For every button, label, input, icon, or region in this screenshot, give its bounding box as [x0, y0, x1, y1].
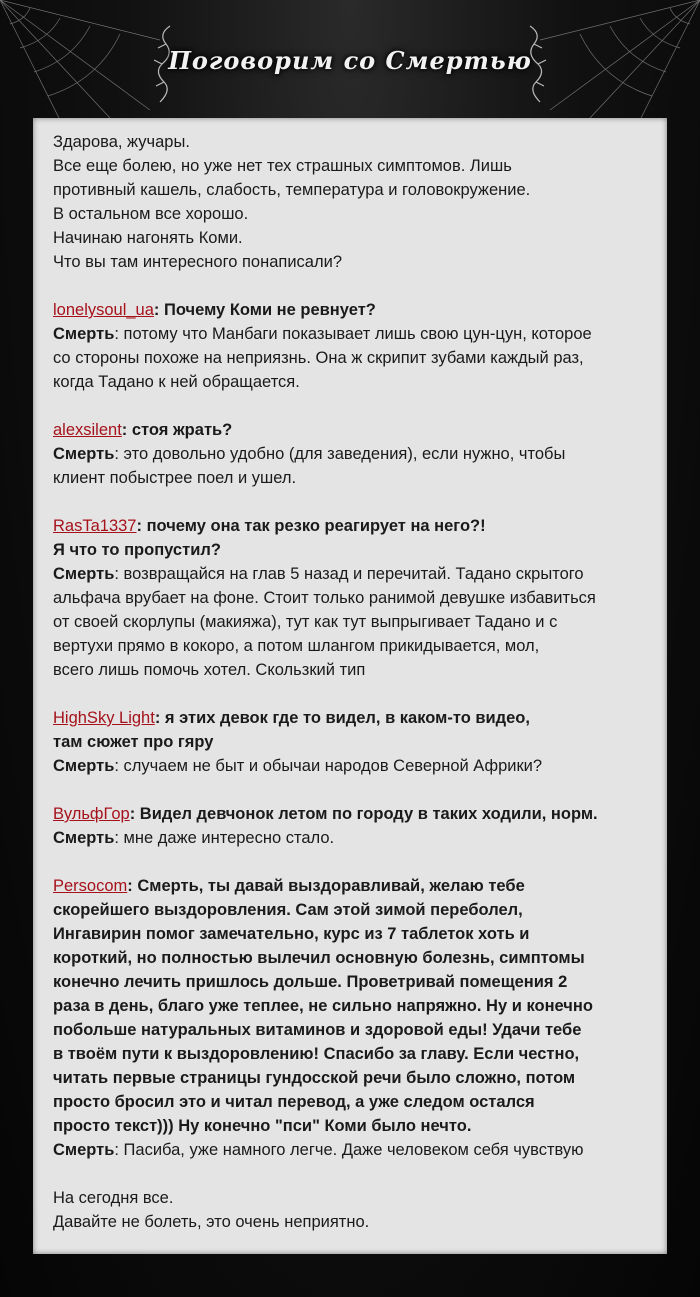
answer-text: альфача врубает на фоне. Стоит только ранимой девушке избавиться	[53, 589, 596, 607]
death-label: Смерть	[53, 757, 115, 775]
intro-line: противный кашель, слабость, температура и головокружение.	[53, 181, 531, 199]
death-label: Смерть	[53, 445, 115, 463]
death-label: Смерть	[53, 565, 115, 583]
user-nick-link[interactable]: HighSky Light	[53, 709, 155, 727]
answer-text: со стороны похоже на неприязнь. Она ж скрипит зубами каждый раз,	[53, 349, 584, 367]
answer-text: вертухи прямо в кокоро, а потом шлангом прикидывается, мол,	[53, 637, 540, 655]
question-text: : Смерть, ты давай выздоравливай, желаю тебе	[127, 877, 525, 895]
qa-block	[53, 874, 653, 1162]
cobweb-decoration	[540, 0, 700, 120]
intro-line: В остальном все хорошо.	[53, 205, 249, 223]
answer-text: всего лишь помочь хотел. Скользкий тип	[53, 661, 366, 679]
outro-line: На сегодня все.	[53, 1189, 174, 1207]
question-text: побольше натуральных витаминов и здоровой еды! Удачи тебе	[53, 1021, 582, 1039]
title-banner	[150, 24, 550, 104]
intro-line: Что вы там интересного понаписали?	[53, 253, 342, 271]
death-label: Смерть	[53, 1141, 115, 1159]
answer-text: клиент побыстрее поел и ушел.	[53, 469, 297, 487]
question-text: в твоём пути к выздоровлению! Спасибо за главу. Если честно,	[53, 1045, 580, 1063]
qa-block	[53, 706, 653, 778]
question-text: просто бросил это и читал перевод, а уже следом остался	[53, 1093, 535, 1111]
question-text: раза в день, благо уже теплее, не сильно напряжно. Ну и конечно	[53, 997, 593, 1015]
death-label: Смерть	[53, 325, 115, 343]
question-text: Я что то пропустил?	[53, 541, 221, 559]
question-text: читать первые страницы гундосской речи было сложно, потом	[53, 1069, 576, 1087]
death-label: Смерть	[53, 829, 115, 847]
question-text: скорейшего выздоровления. Сам этой зимой переболел,	[53, 901, 523, 919]
question-text: короткий, но полностью вылечил основную болезнь, симптомы	[53, 949, 585, 967]
answer-text: : это довольно удобно (для заведения), если нужно, чтобы	[114, 445, 566, 463]
qa-block	[53, 418, 653, 490]
qa-block	[53, 802, 653, 850]
question-text: : Почему Коми не ревнует?	[153, 301, 376, 319]
answer-text: : потому что Манбаги показывает лишь свою цун-цун, которое	[114, 325, 592, 343]
question-text: там сюжет про гяру	[53, 733, 214, 751]
question-text: просто текст))) Ну конечно "пси" Коми было нечто.	[53, 1117, 472, 1135]
user-nick-link[interactable]: ВульфГор	[53, 805, 130, 823]
post-text	[53, 130, 653, 1258]
question-text: : Видел девчонок летом по городу в таких ходили, норм.	[129, 805, 598, 823]
answer-text: от своей скорлупы (макияжа), тут как тут выпрыгивает Тадано и с	[53, 613, 558, 631]
intro-line: Здарова, жучары.	[53, 133, 190, 151]
qa-block	[53, 514, 653, 682]
question-text: : почему она так резко реагирует на него?!	[136, 517, 486, 535]
page-title: Поговорим со Смертью	[168, 46, 532, 75]
user-nick-link[interactable]: RasTa1337	[53, 517, 137, 535]
intro-line: Все еще болею, но уже нет тех страшных симптомов. Лишь	[53, 157, 512, 175]
user-nick-link[interactable]: lonelysoul_ua	[53, 301, 154, 319]
answer-text: : Пасиба, уже намного легче. Даже человеком себя чувствую	[114, 1141, 584, 1159]
answer-text: когда Тадано к ней обращается.	[53, 373, 300, 391]
content-panel	[33, 118, 667, 1254]
qa-block	[53, 298, 653, 394]
question-text: : я этих девок где то видел, в каком-то видео,	[154, 709, 530, 727]
outro-paragraph	[53, 1186, 653, 1234]
intro-line: Начинаю нагонять Коми.	[53, 229, 243, 247]
user-nick-link[interactable]: alexsilent	[53, 421, 122, 439]
cobweb-decoration	[0, 0, 160, 120]
answer-text: : возвращайся на глав 5 назад и перечитай. Тадано скрытого	[114, 565, 584, 583]
header	[0, 0, 700, 120]
answer-text: : мне даже интересно стало.	[114, 829, 335, 847]
answer-text: : случаем не быт и обычаи народов Северной Африки?	[114, 757, 543, 775]
question-text: Ингавирин помог замечательно, курс из 7 таблеток хоть и	[53, 925, 530, 943]
outro-line: Давайте не болеть, это очень неприятно.	[53, 1213, 370, 1231]
gothic-ornament-icon	[520, 24, 550, 104]
question-text: конечно лечить пришлось дольше. Проветривай помещения 2	[53, 973, 568, 991]
question-text: : стоя жрать?	[121, 421, 233, 439]
intro-paragraph	[53, 130, 653, 274]
user-nick-link[interactable]: Persocom	[53, 877, 128, 895]
